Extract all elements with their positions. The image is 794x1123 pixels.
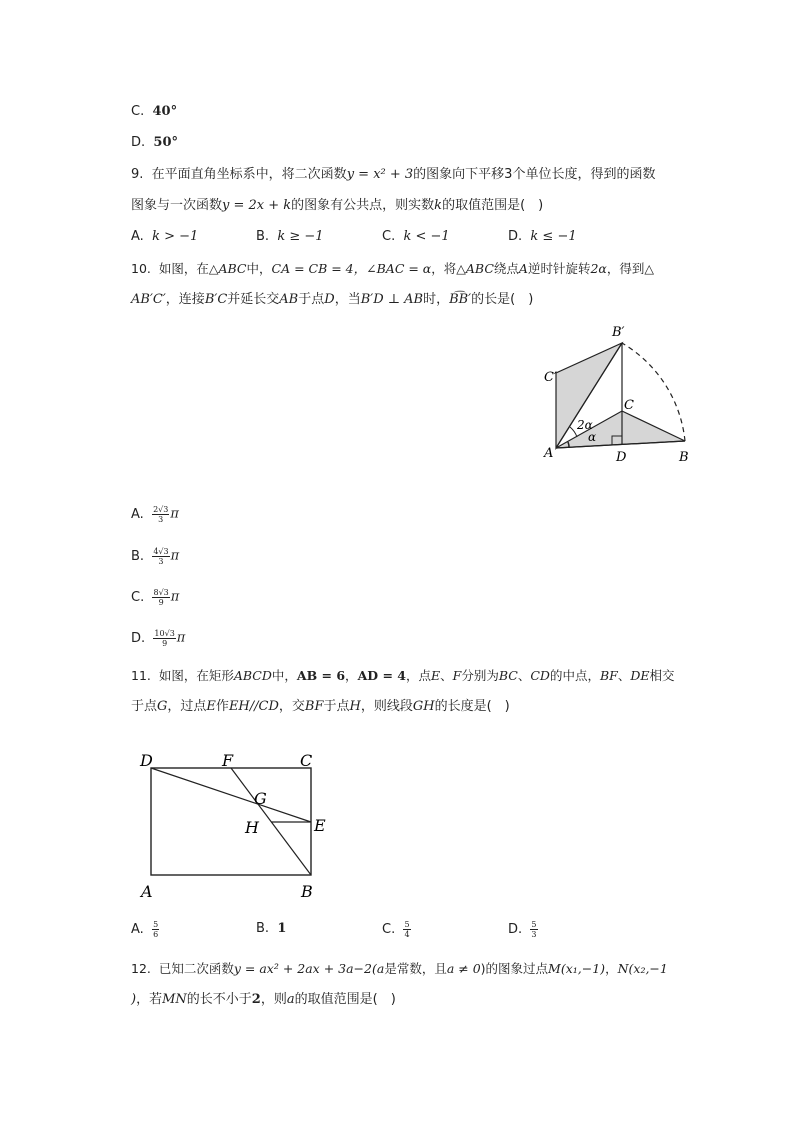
q9-stem-line1: 9. 在平面直角坐标系中，将二次函数y = x² + 3的图象向下平移3个单位长度，得到的函数 [131, 167, 656, 182]
label-h: H [245, 818, 259, 837]
label-b: B [301, 882, 313, 901]
q8-option-d [131, 134, 178, 152]
line-d-e [151, 768, 311, 822]
question-number: 10. [131, 261, 151, 276]
label-2a: 2α [577, 418, 593, 432]
question-number: 12. [131, 961, 151, 976]
label-a: A [141, 882, 153, 901]
q10-option-a[interactable]: A. $\frac{2√3}{3}$ π [131, 505, 179, 524]
q11-option-d[interactable]: D. $\frac{5}{3}$ [508, 920, 537, 939]
question-number: 11. [131, 668, 151, 683]
q9-option-d[interactable]: D. k ≤ −1 [508, 229, 577, 244]
option-label: D. [131, 135, 146, 150]
label-d: D [616, 450, 627, 465]
q11-stem-line2: 于点G，过点E作EH//CD，交BF于点H，则线段GH的长度是( ) [131, 699, 510, 714]
q9-option-b[interactable]: B. k ≥ −1 [256, 229, 324, 244]
q12-stem-line2: )，若MN的长不小于2，则a的取值范围是( ) [131, 992, 396, 1007]
q11-option-c[interactable]: C. $\frac{5}{4}$ [382, 920, 410, 939]
q9-option-c[interactable]: C. k < −1 [382, 229, 450, 244]
q10-option-d[interactable]: D. $\frac{10√3}{9}$ π [131, 629, 186, 648]
label-c: C [300, 751, 313, 770]
q11-figure [138, 746, 338, 906]
q11-option-a[interactable]: A. $\frac{5}{6}$ [131, 920, 159, 939]
q9-option-a[interactable]: A. k > −1 [131, 229, 199, 244]
label-a-angle: α [588, 430, 597, 444]
option-value: 40° [152, 104, 178, 119]
q9-stem-line2: 图象与一次函数y = 2x + k的图象有公共点，则实数k的取值范围是( ) [131, 198, 544, 213]
q12-stem-line1: 12. 已知二次函数y = ax² + 2ax + 3a−2(a是常数，且a ≠ 0)的图象过点M(x₁,−1)，N(x₂,−1 [131, 961, 668, 976]
q11-stem-line1: 11. 如图，在矩形ABCD中，AB = 6，AD = 4，点E、F分别为BC、CD的中点，BF、DE相交 [131, 668, 675, 683]
q10-stem-line1: 10. 如图，在△ABC中，CA = CB = 4，∠BAC = α，将△ABC绕点A逆时针旋转2α，得到△ [131, 261, 654, 276]
option-value: 50° [153, 135, 179, 150]
q10-option-c[interactable]: C. $\frac{8√3}{9}$ π [131, 588, 180, 607]
q11-option-b[interactable]: B. 1 [256, 921, 287, 936]
label-g: G [254, 789, 267, 808]
label-d: D [140, 751, 153, 770]
label-c-prime: C′ [544, 370, 557, 385]
option-label: C. [131, 104, 145, 119]
label-b-prime: B′ [612, 325, 625, 340]
q10-figure [540, 318, 700, 468]
label-a: A [544, 446, 554, 461]
q8-option-c [131, 103, 177, 121]
label-b: B [679, 450, 689, 465]
label-f: F [222, 751, 234, 770]
angle-2a-arc [570, 427, 577, 437]
q10-stem-line2: AB′C′，连接B′C并延长交AB于点D，当B′D ⊥ AB时，B͡B′的长是( ) [131, 292, 534, 307]
label-e: E [314, 816, 326, 835]
label-c: C [624, 398, 634, 413]
question-number: 9. [131, 167, 144, 182]
q10-option-b[interactable]: B. $\frac{4√3}{3}$ π [131, 547, 180, 566]
